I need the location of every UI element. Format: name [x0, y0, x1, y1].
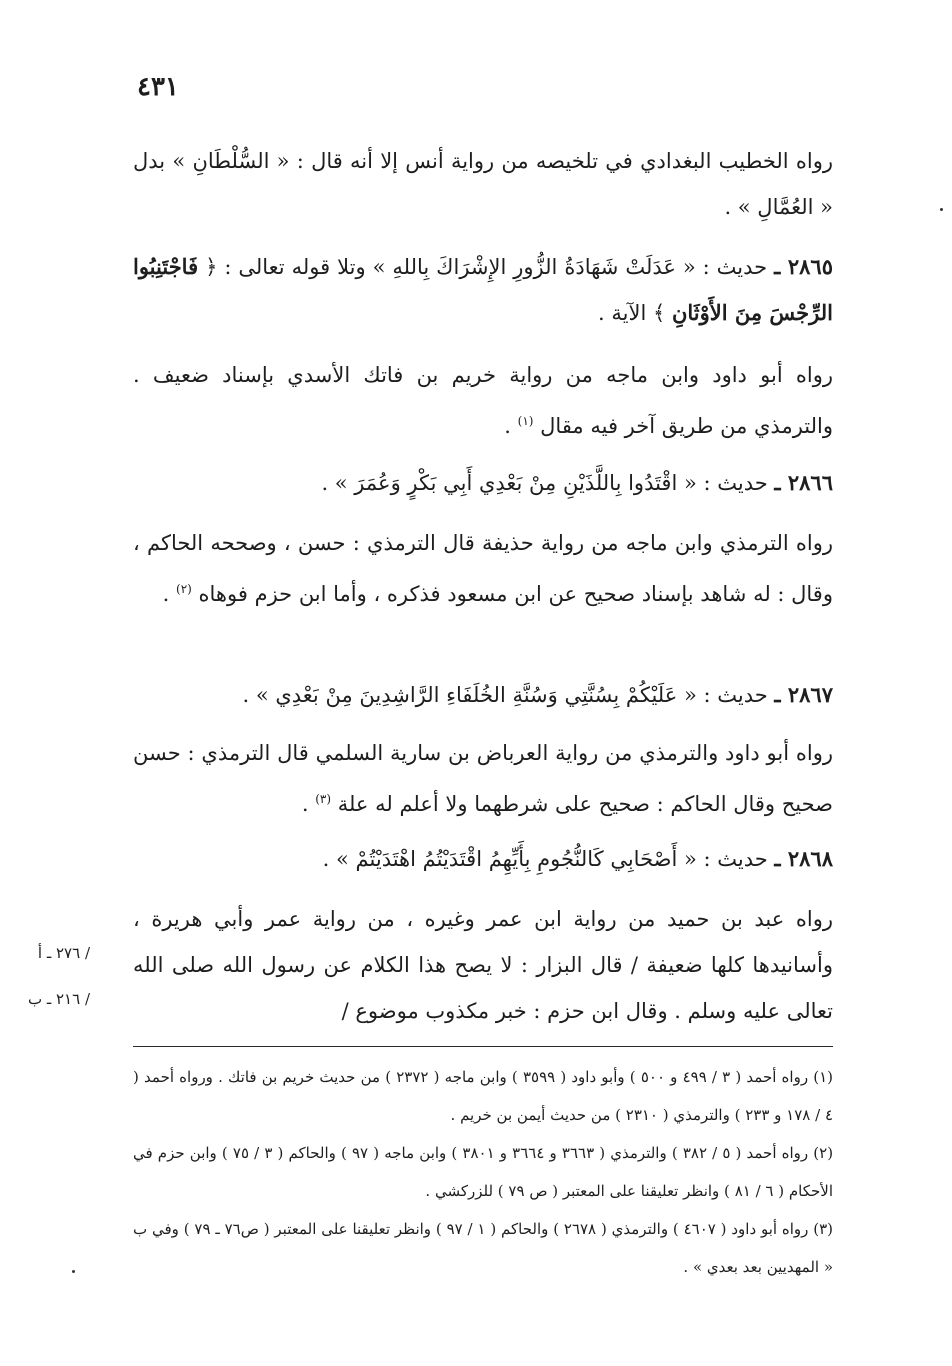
hadith-number: ٢٨٦٧ ـ	[774, 682, 833, 707]
manuscript-folio-note: / ٢٧٦ ـ أ	[37, 944, 90, 962]
narration-paragraph	[133, 352, 833, 449]
paragraph-text: رواه أبو داود وابن ماجه من رواية خريم بن فاتك الأسدي بإسناد ضعيف . والترمذي من طريق آخر فيه مقال	[133, 363, 833, 438]
manuscript-folio-note: / ٢١٦ ـ ب	[27, 990, 90, 1008]
narration-paragraph	[133, 896, 833, 1034]
page-number: ٤٣١	[137, 72, 179, 102]
footnote-ref: (٢)	[176, 582, 192, 596]
narration-paragraph	[133, 138, 833, 230]
narration-paragraph	[133, 730, 833, 827]
footnote-ref: (٣)	[315, 792, 332, 806]
footnote: (٢) رواه أحمد ( ٥ / ٣٨٢ ) والترمذي ( ٣٦٦٣ و ٣٦٦٤ و ٣٨٠١ ) وابن ماجه ( ٩٧ ) والحاكم ( ٣ / ٧٥ ) وابن حزم في الأحكام ( ٦ / ٨١ ) وانظر تعليقنا على المعتبر ( ص ٧٩ ) للزركشي .	[133, 1144, 834, 1200]
paragraph-text: رواه عبد بن حميد من رواية ابن عمر وغيره ، من رواية عمر وأبي هريرة ، وأسانيدها كلها ضعيفة / قال البزار : لا يصح هذا الكلام عن رسول الله صلى الله تعالى عليه وسلم . وقال ابن حزم : خبر مكذوب موضوع /	[133, 907, 833, 1023]
scan-speck	[940, 208, 943, 211]
footnote-ref: (١)	[517, 414, 534, 428]
hadith-entry	[133, 836, 833, 882]
quran-verse: فَاجْتَنِبُوا الرِّجْسَ مِنَ الأَوْثَانِ	[133, 254, 833, 325]
hadith-text: حديث : « عَدَلَتْ شَهَادَةُ الزُّورِ الإِشْرَاكَ بِاللهِ » وتلا قوله تعالى : ﴿	[198, 255, 768, 279]
paragraph-text: رواه أبو داود والترمذي من رواية العرباض بن سارية السلمي قال الترمذي : حسن صحيح وقال الحاكم : صحيح على شرطهما ولا أعلم له علة	[133, 741, 833, 816]
paragraph-tail: .	[301, 792, 316, 816]
hadith-after: ﴾ الآية .	[598, 301, 672, 325]
footnote-divider	[133, 1046, 833, 1047]
footnote: (١) رواه أحمد ( ٣ / ٤٩٩ و ٥٠٠ ) وأبو داود ( ٣٥٩٩ ) وابن ماجه ( ٢٣٧٢ ) من حديث خريم بن فاتك . ورواه أحمد ( ٤ / ١٧٨ و ٢٣٣ ) والترمذي ( ٢٣١٠ ) من حديث أيمن بن خريم .	[133, 1068, 834, 1124]
footnotes	[133, 1058, 833, 1286]
scan-speck	[72, 1270, 75, 1273]
paragraph-text: رواه الخطيب البغدادي في تلخيصه من رواية أنس إلا أنه قال : « السُّلْطَانِ » بدل « العُمَّالِ » .	[133, 149, 833, 219]
hadith-number: ٢٨٦٦ ـ	[774, 470, 833, 495]
hadith-text: حديث : « عَلَيْكُمْ بِسُنَّتِي وَسُنَّةِ الخُلَفَاءِ الرَّاشِدِينَ مِنْ بَعْدِي » .	[242, 683, 768, 707]
paragraph-text: رواه الترمذي وابن ماجه من رواية حذيفة قال الترمذي : حسن ، وصححه الحاكم ، وقال : له شاهد بإسناد صحيح عن ابن مسعود فذكره ، وأما ابن حزم فوهاه	[133, 531, 833, 606]
hadith-text: حديث : « اقْتَدُوا بِاللَّذَيْنِ مِنْ بَعْدِي أَبِي بَكْرٍ وَعُمَرَ » .	[321, 471, 768, 495]
footnote: (٣) رواه أبو داود ( ٤٦٠٧ ) والترمذي ( ٢٦٧٨ ) والحاكم ( ١ / ٩٧ ) وانظر تعليقنا على المعتبر ( ص٧٦ ـ ٧٩ ) وفي ب « المهديين بعد بعدي » .	[133, 1220, 834, 1276]
narration-paragraph	[133, 520, 833, 617]
hadith-entry	[133, 244, 833, 336]
hadith-text: حديث : « أَصْحَابِي كَالنُّجُومِ بِأَيِّهِمُ اقْتَدَيْتُمُ اهْتَدَيْتُمْ » .	[322, 847, 768, 871]
hadith-number: ٢٨٦٨ ـ	[774, 846, 833, 871]
hadith-number: ٢٨٦٥ ـ	[774, 254, 833, 279]
hadith-entry	[133, 672, 833, 718]
hadith-entry	[133, 460, 833, 506]
paragraph-tail: .	[504, 414, 518, 438]
paragraph-tail: .	[162, 582, 177, 606]
